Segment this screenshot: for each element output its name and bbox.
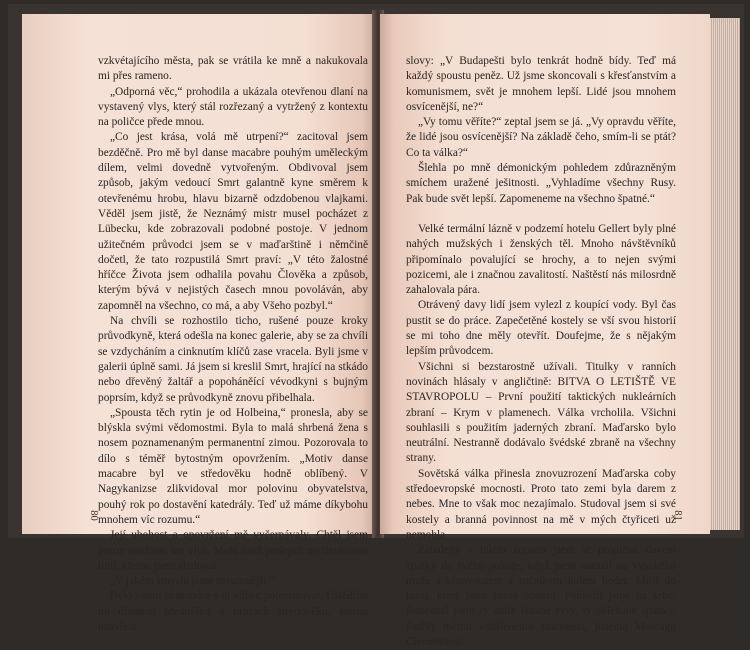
paragraph: Šlehla po mně démonickým pohledem zdůrazněným smíchem uražené ješitnosti. „Vyhladíme všechny Rusy. Pak bude svět lepší. Zapomeneme na všechno špatné.“ — [406, 162, 676, 205]
paragraph: „V jakém smyslu jsme rozumnější?“ — [110, 575, 277, 588]
paragraph: Všichni si bezstarostně užívali. Titulky v ranních novinách hlásaly v angličtině: BITVA O LETIŠTĚ VE STAVROPOLU – První použití taktických nukleárních zbraní – Krym v plamenech. Válka vrcholila. Všichni souhlasili s použitím jaderných zbraní. Maďarsko bylo neutrální. Nestranně dodávalo švédské zbraně na všechny strany. — [406, 360, 676, 465]
paragraph: „Co jest krása, volá mě utrpení?“ zacitoval jsem bezděčně. Pro mě byl danse macabre pouhým uměleckým dílem, velmi dovedně vytvořeným. Obdivoval jsem způsob, jakým vedoucí Smrt galantně kyne směrem k otevřenému hrobu, hlavu bizarně odzdobenou vlajkami. Věděl jsem jistě, že Neznámý mistr musel pocházet z Lübecku, kde zobrazovali podobné postoje. V jednom užitečném průvodci jsem se v maďarštině i němčině dočetl, že tato rozpustilá Smrt praví: „V této žalostné hříčce Života jsem odhalila povahu Člověka a způsob, kterým bývá v nejistých časech mnou povoláván, aby zapomněl na všechno, co má, a aby Všeho pozbyl.“ — [98, 131, 368, 312]
paragraph: Sovětská válka přinesla znovuzrození Maďarska coby středoevropské mocnosti. Proto tato zemi byla darem z nebes. Mne to však moc nezajímalo. Studoval jsem si své kostely a branná povinnost na mě v mých čtyřiceti už nemohla. — [406, 467, 676, 541]
open-book — [8, 4, 744, 648]
page-number: 81 — [671, 510, 683, 521]
paragraph: slovy: „V Budapešti bylo tenkrát hodně bídy. Teď má každý spoustu peněz. Už jsme skoncovali s křesťanstvím a komunismem, svět je mnohem lepší. Lidé jsou mnohem osvícenější, ne?“ — [406, 55, 676, 113]
page-edges — [710, 18, 740, 530]
paragraph: Velké termální lázně v podzemí hotelu Gellert byly plné nahých mužských i ženských těl. Mnoho návštěvníků připomínalo povalující se hrochy, a to nejen svými pozicemi, ale i značnou zavalitostí. Naštěstí nás milosrdně zahalovala pára. — [406, 222, 676, 297]
paragraph: „Spousta těch rytin je od Holbeina,“ pronesla, aby se blýskla svými vědomostmi. Byla to malá shrbená žena s nosem poznamenaným permanentní zimou. Pozorovala to dílo s téměř bytostným opovržením. „Motiv danse macabre byl ve středověku hodně oblíbený. V Nagykanizse zlikvidoval mor polovinu obyvatelstva, pouhý rok po dostavění katedrály. Teď už máme díkybohu mnohem víc rozumu.“ — [98, 406, 368, 526]
paragraph: Otrávený davy lidí jsem vylezl z koupící vody. Byl čas pustit se do práce. Zapečetěné kostely se vší svou historií se mi toho dne měly otevřít. Doufejme, že s nějakým lepším průvodcem. — [406, 299, 676, 358]
paragraph: Na chvíli se rozhostilo ticho, rušené pouze kroky průvodkyně, která odešla na konec galerie, aby se za chvíli se vzdycháním a cinknutím klíčů zase vracela. Byli jsme v galerii úplně sami. Já jsem si kreslil Smrt, hrající na stkádo nebo dřevěný žaltář a popoháněící vévodkyni s bujným poprsím, když se průvodkyně znovu přibelhala. — [98, 315, 368, 404]
paragraph: „Odporná věc,“ prohodila a ukázala otevřenou dlaní na vystavený vlys, který stál rozřezaný a vytržený z kontextu na poličce přede mnou. — [98, 85, 368, 129]
paragraph: Bylo velmi nemoudré s ní vůbec polemizovat. Uštědřila mi dlouhou přednášku o hrůzách středověku, kterou uzavřela — [98, 590, 368, 633]
paragraph: „Vy tomu věříte?“ zeptal jsem se já. „Vy opravdu věříte, že lidé jsou osvícenější? Na základě čeho, smím-li se ptát? Co ta válka?“ — [406, 116, 676, 159]
page-number: 80 — [87, 510, 99, 521]
paragraph: Zabalený v bílém županu jsem se proplétal davem zpátky do svého pokoje, když jsem narazil na vysokého muže s plnovousem a ručníkem kolem beder. Mířil do lázní, které jsem právě opustil. Pohlédli jsme na sebe. Rozeznal jsem ty ostře řezané rysy, ty ošlehané spánky. Patřily mému vzdálenému známému, jistému Montagu Clementsovi. — [406, 544, 676, 648]
paragraph: vzkvétajícího města, pak se vrátila ke mně a nakukovala mi přes rameno. — [98, 55, 368, 83]
left-page — [22, 14, 376, 633]
paragraph: Její ubohost a opovržení mě vyčerpávaly. Chtěl jsem pouze studovat ten vlys. Mohl totiž podepřít myšlenkovou linii, kterou jsem sledoval. — [98, 529, 368, 572]
right-page — [380, 14, 710, 648]
right-page-text — [406, 54, 676, 650]
left-page-text — [98, 54, 368, 635]
